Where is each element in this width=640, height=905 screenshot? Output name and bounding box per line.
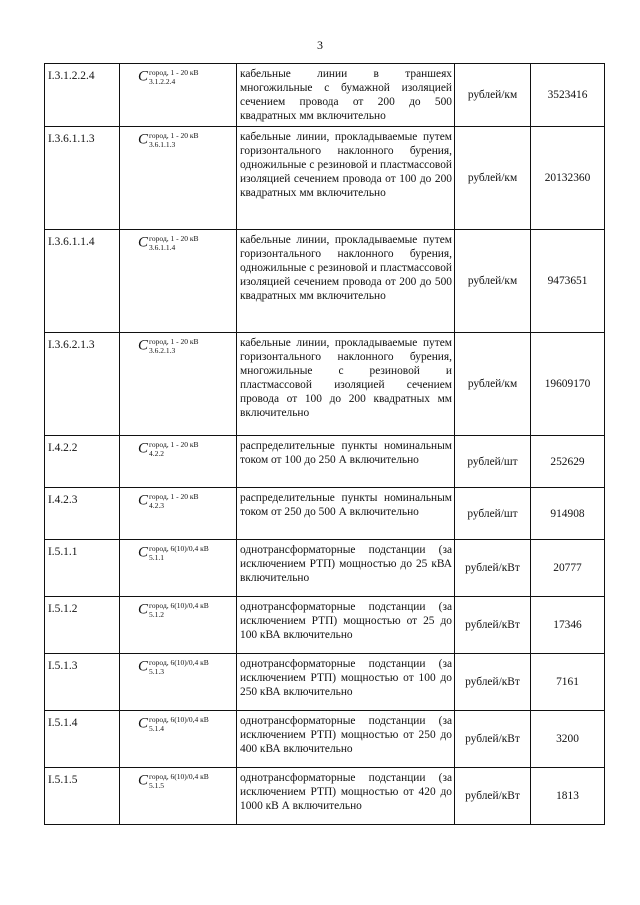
table-row: [45, 230, 605, 333]
formula-base: C: [138, 772, 149, 789]
table-row: [45, 127, 605, 230]
formula-superscript: город, 6(10)/0,4 кВ: [149, 601, 209, 610]
row-value: 252629: [531, 436, 605, 488]
formula-base: C: [138, 234, 149, 251]
table-row: [45, 768, 605, 825]
row-code: I.3.6.1.1.3: [45, 127, 120, 230]
row-description: распределительные пункты номинальным током от 100 до 250 А включительно: [237, 436, 455, 488]
row-description: однотрансформаторные подстанции (за исключением РТП) мощностью от 25 до 100 кВА включительно: [237, 597, 455, 654]
row-formula: [120, 127, 237, 230]
formula-subscript: 3.6.2.1.3: [149, 346, 176, 355]
row-unit: рублей/км: [455, 64, 531, 127]
formula-superscript: город, 1 - 20 кВ: [149, 131, 199, 140]
row-unit: рублей/шт: [455, 436, 531, 488]
table-row: [45, 488, 605, 540]
table-row: [45, 711, 605, 768]
formula-superscript: город, 6(10)/0,4 кВ: [149, 772, 209, 781]
row-description: однотрансформаторные подстанции (за исключением РТП) мощностью от 420 до 1000 кВ А включительно: [237, 768, 455, 825]
formula-base: C: [138, 492, 149, 509]
formula-subscript: 4.2.2: [149, 449, 165, 458]
row-value: 3523416: [531, 64, 605, 127]
row-value: 20777: [531, 540, 605, 597]
formula-subscript: 5.1.1: [149, 553, 165, 562]
row-value: 20132360: [531, 127, 605, 230]
row-unit: рублей/кВт: [455, 597, 531, 654]
row-code: I.3.6.1.1.4: [45, 230, 120, 333]
row-formula: [120, 488, 237, 540]
row-value: 1813: [531, 768, 605, 825]
row-value: 7161: [531, 654, 605, 711]
row-value: 9473651: [531, 230, 605, 333]
formula-superscript: город, 1 - 20 кВ: [149, 440, 199, 449]
row-description: кабельные линии, прокладываемые путем горизонтального наклонного бурения, одножильные с резиновой и пластмассовой изоляцией сечением провода от 200 до 500 квадратных мм включительно: [237, 230, 455, 333]
table-row: [45, 540, 605, 597]
row-formula: [120, 436, 237, 488]
row-unit: рублей/км: [455, 230, 531, 333]
table-row: [45, 436, 605, 488]
row-code: I.5.1.4: [45, 711, 120, 768]
formula-subscript: 4.2.3: [149, 501, 165, 510]
formula-superscript: город, 1 - 20 кВ: [149, 234, 199, 243]
formula-subscript: 5.1.4: [149, 724, 165, 733]
row-formula: [120, 540, 237, 597]
table-row: [45, 64, 605, 127]
formula-base: C: [138, 131, 149, 148]
row-unit: рублей/км: [455, 333, 531, 436]
row-unit: рублей/кВт: [455, 654, 531, 711]
row-value: 914908: [531, 488, 605, 540]
row-description: однотрансформаторные подстанции (за исключением РТП) мощностью до 25 кВА включительно: [237, 540, 455, 597]
row-description: однотрансформаторные подстанции (за исключением РТП) мощностью от 250 до 400 кВА включительно: [237, 711, 455, 768]
formula-superscript: город, 1 - 20 кВ: [149, 68, 199, 77]
row-code: I.3.6.2.1.3: [45, 333, 120, 436]
table-row: [45, 597, 605, 654]
row-code: I.3.1.2.2.4: [45, 64, 120, 127]
page-number: 3: [317, 38, 323, 52]
row-formula: [120, 230, 237, 333]
formula-base: C: [138, 440, 149, 457]
row-unit: рублей/км: [455, 127, 531, 230]
table-row: [45, 654, 605, 711]
table-row: [45, 333, 605, 436]
row-code: I.5.1.2: [45, 597, 120, 654]
formula-base: C: [138, 544, 149, 561]
row-value: 17346: [531, 597, 605, 654]
row-formula: [120, 597, 237, 654]
formula-base: C: [138, 68, 149, 85]
row-formula: [120, 711, 237, 768]
row-formula: [120, 64, 237, 127]
formula-superscript: город, 6(10)/0,4 кВ: [149, 544, 209, 553]
row-formula: [120, 333, 237, 436]
formula-superscript: город, 1 - 20 кВ: [149, 492, 199, 501]
row-value: 3200: [531, 711, 605, 768]
row-unit: рублей/шт: [455, 488, 531, 540]
row-code: I.5.1.1: [45, 540, 120, 597]
row-code: I.4.2.2: [45, 436, 120, 488]
formula-superscript: город, 1 - 20 кВ: [149, 337, 199, 346]
row-unit: рублей/кВт: [455, 768, 531, 825]
formula-subscript: 5.1.5: [149, 781, 165, 790]
row-code: I.5.1.3: [45, 654, 120, 711]
row-code: I.5.1.5: [45, 768, 120, 825]
formula-subscript: 3.1.2.2.4: [149, 77, 176, 86]
row-description: однотрансформаторные подстанции (за исключением РТП) мощностью от 100 до 250 кВА включительно: [237, 654, 455, 711]
tariff-table-body: [45, 64, 605, 825]
row-formula: [120, 768, 237, 825]
formula-base: C: [138, 337, 149, 354]
row-description: кабельные линии, прокладываемые путем горизонтального наклонного бурения, многожильные с резиновой и пластмассовой изоляцией сечением провода от 100 до 200 квадратных мм включительно: [237, 333, 455, 436]
formula-base: C: [138, 715, 149, 732]
row-unit: рублей/кВт: [455, 711, 531, 768]
formula-base: C: [138, 658, 149, 675]
tariff-table: [44, 63, 605, 825]
row-description: кабельные линии в траншеях многожильные с бумажной изоляцией сечением провода от 200 до 500 квадратных мм включительно: [237, 64, 455, 127]
formula-superscript: город, 6(10)/0,4 кВ: [149, 658, 209, 667]
row-unit: рублей/кВт: [455, 540, 531, 597]
row-formula: [120, 654, 237, 711]
row-value: 19609170: [531, 333, 605, 436]
formula-base: C: [138, 601, 149, 618]
formula-subscript: 3.6.1.1.3: [149, 140, 176, 149]
formula-subscript: 5.1.2: [149, 610, 165, 619]
row-description: кабельные линии, прокладываемые путем горизонтального наклонного бурения, одножильные с резиновой и пластмассовой изоляцией сечением провода от 100 до 200 квадратных мм включительно: [237, 127, 455, 230]
row-description: распределительные пункты номинальным током от 250 до 500 А включительно: [237, 488, 455, 540]
formula-subscript: 5.1.3: [149, 667, 165, 676]
formula-subscript: 3.6.1.1.4: [149, 243, 176, 252]
row-code: I.4.2.3: [45, 488, 120, 540]
formula-superscript: город, 6(10)/0,4 кВ: [149, 715, 209, 724]
